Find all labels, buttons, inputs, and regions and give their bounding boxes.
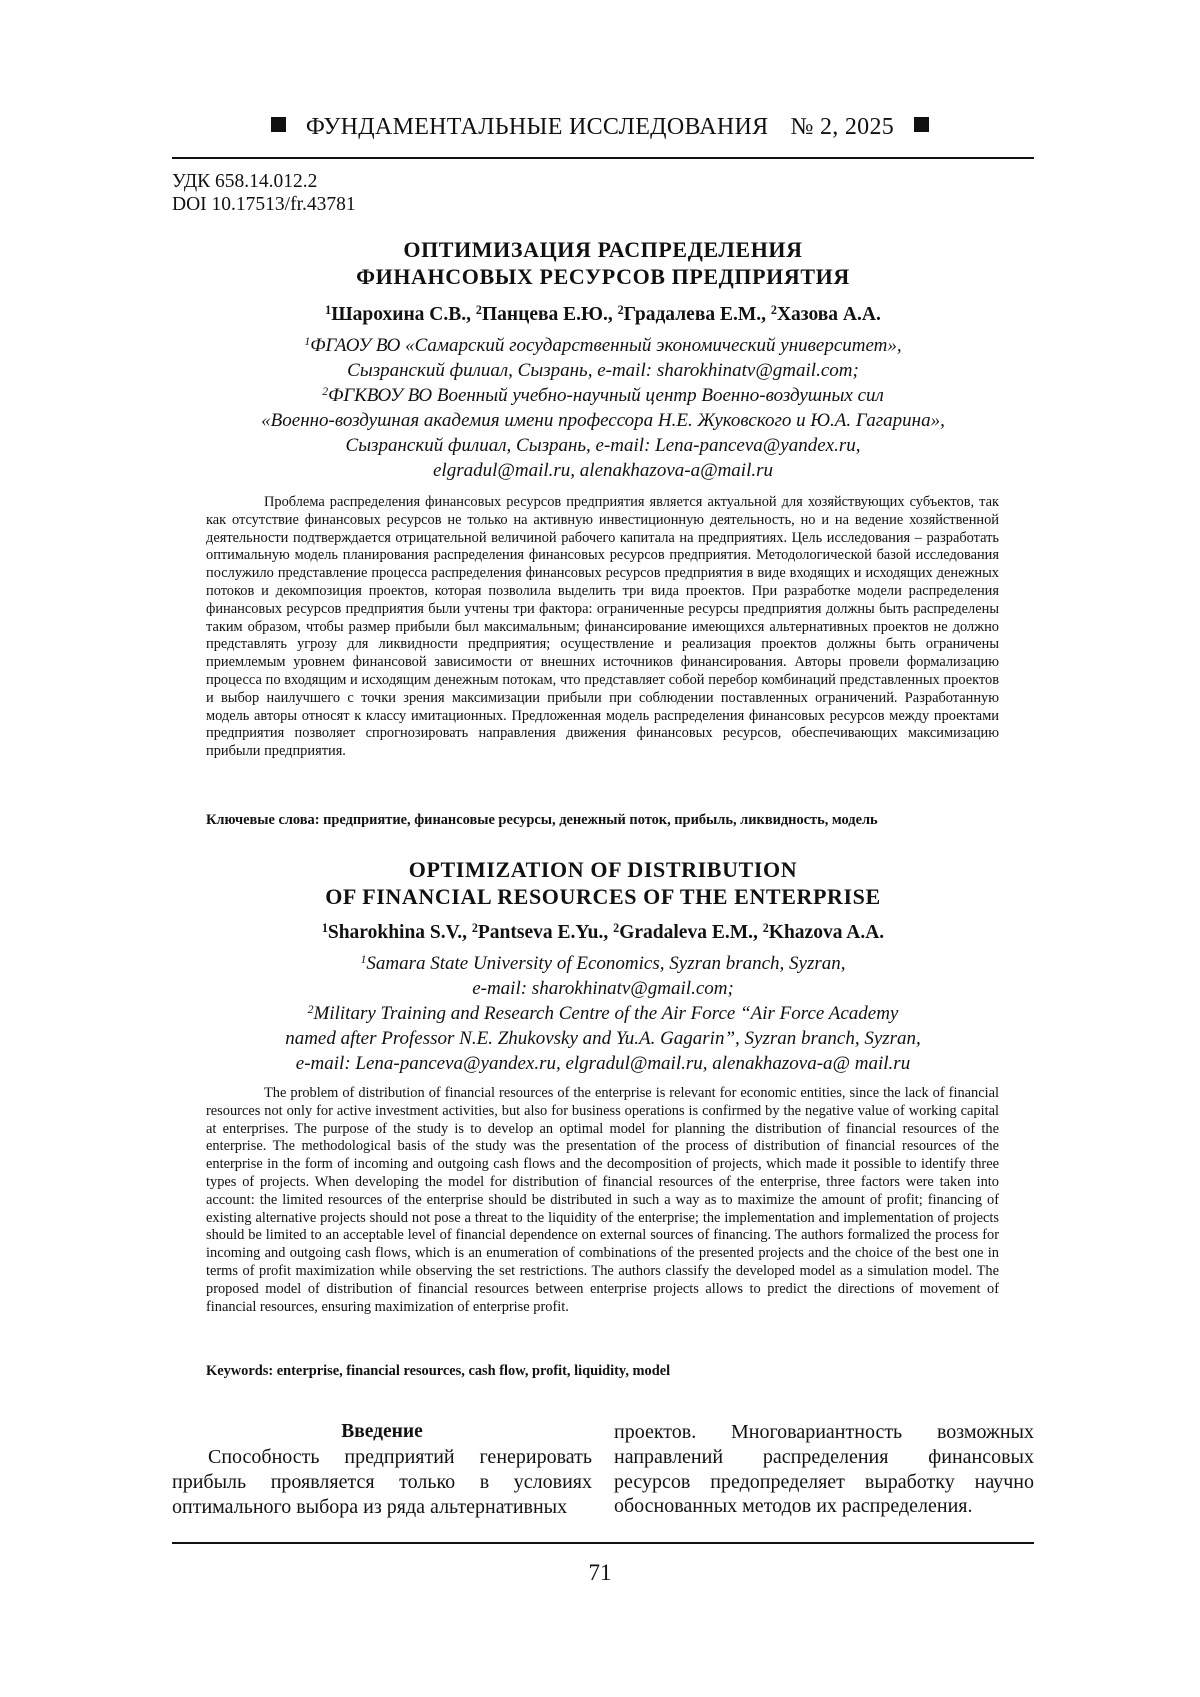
affiliations-en [172, 951, 1034, 1076]
affil-line: named after Professor N.E. Zhukovsky and Yu.A. Gagarin”, Syzran branch, Syzran, [285, 1028, 921, 1049]
affil-sup: 1 [360, 953, 367, 967]
abstract-ru: Проблема распределения финансовых ресурсов предприятия является актуальной для хозяйствующих субъектов, так как отсутствие финансовых ресурсов не только на активную инвестиционную деятельность, но и на ведение хозяйственной деятельности подтверждается отрицательной величиной рабочего капитала на предприятиях. Цель исследования – разработать оптимальную модель планирования распределения финансовых ресурсов предприятия. Методологической базой исследования послужило представление процесса распределения финансовых ресурсов предприятия в виде входящих и исходящих денежных потоков и декомпозиция проектов, которая позволила выделить три вида проектов. При разработке модели распределения финансовых ресурсов предприятия были учтены три фактора: ограниченные ресурсы предприятия должны быть распределены таким образом, чтобы размер прибыли был максимальным; финансирование имеющихся альтернативных проектов не должно представлять угрозу для ликвидности предприятия; осуществление и реализация проектов должны быть ограничены приемлемым уровнем финансовой зависимости от внешних источников финансирования. Авторы провели формализацию процесса по входящим и исходящим денежным потокам, что представляет собой перебор комбинаций представленных проектов и выбор наилучшего с точки зрения максимизации прибыли при соблюдении поставленных ограничений. Разработанную модель авторы относят к классу имитационных. Предложенная модель распределения финансовых ресурсов между проектами предприятия позволяет спрогнозировать направления движения финансовых ресурсов, обеспечивающих максимизацию прибыли предприятия. [206, 494, 999, 760]
section-heading-introduction: Введение [341, 1421, 423, 1442]
author-name: Pantseva E.Yu., [477, 922, 614, 943]
affiliations-ru [172, 333, 1034, 483]
affil-line: Сызранский филиал, Сызрань, e-mail: Lena-panceva@yandex.ru, [345, 435, 861, 456]
page-number: 71 [588, 1560, 612, 1585]
body-column-right [614, 1420, 1034, 1519]
affil-line: e-mail: Lena-panceva@yandex.ru, elgradul@mail.ru, alenakhazova-a@ mail.ru [295, 1053, 911, 1074]
author-sup: 2 [770, 302, 777, 317]
author-name: Панцева Е.Ю., [481, 304, 618, 325]
affil-sup: 2 [307, 1003, 314, 1017]
author-name: Шарохина С.В., [331, 304, 476, 325]
journal-name: ФУНДАМЕНТАЛЬНЫЕ ИССЛЕДОВАНИЯ [305, 114, 769, 140]
affil-line [172, 333, 1034, 358]
affil-line [172, 383, 1034, 408]
author-sup: 2 [762, 920, 769, 935]
square-bullet-icon [271, 117, 286, 132]
footer-rule [172, 1542, 1034, 1544]
affil-text: Military Training and Research Centre of the Air Force “Air Force Academy [313, 1003, 899, 1024]
article-meta [172, 170, 356, 216]
udk-code: УДК 658.14.012.2 [172, 171, 318, 192]
abstract-en: The problem of distribution of financial resources of the enterprise is relevant for economic entities, since the lack of financial resources not only for active investment activities, but also for business operations is confirmed by the negative value of working capital at enterprises. The purpose of the study is to develop an optimal model for planning the distribution of financial resources of the enterprise. The methodological basis of the study was the presentation of the process of distribution of financial resources of the enterprise in the form of incoming and outgoing cash flows and the decomposition of projects, which made it possible to identify three types of projects. When developing the model for distribution of financial resources of the enterprise, three factors were taken into account: the limited resources of the enterprise should be distributed in such a way as to maximize the amount of profit; financing of existing alternative projects should not pose a threat to the liquidity of the enterprise; the implementation and implementation of projects should be limited to an acceptable level of financial dependence on external sources of financing. The authors formalized the process for incoming and outgoing cash flows, which is an enumeration of combinations of the presented projects and the choice of the best one in terms of profit maximization while observing the set restrictions. The authors classify the developed model as a simulation model. The proposed model of distribution of financial resources between enterprise projects allows to predict the directions of movement of financial resources, ensuring maximization of enterprise profit. [206, 1085, 999, 1315]
authors-ru [172, 303, 1034, 327]
author-sup: 2 [475, 302, 482, 317]
title-ru-line-1: ОПТИМИЗАЦИЯ РАСПРЕДЕЛЕНИЯ [403, 237, 803, 262]
authors-en [172, 921, 1034, 945]
affil-text: ФГАОУ ВО «Самарский государственный экономический университет», [310, 335, 902, 356]
title-ru [172, 236, 1034, 290]
author-sup: 1 [321, 920, 328, 935]
author-name: Хазова А.А. [776, 304, 881, 325]
title-en-line-2: OF FINANCIAL RESOURCES OF THE ENTERPRISE [325, 884, 881, 909]
author-name: Градалева Е.М., [623, 304, 771, 325]
journal-header [0, 112, 1200, 142]
keywords-en: Keywords: enterprise, financial resources, cash flow, profit, liquidity, model [206, 1363, 671, 1379]
header-rule [172, 157, 1034, 159]
affil-line: Сызранский филиал, Сызрань, e-mail: sharokhinatv@gmail.com; [347, 360, 859, 381]
title-en-line-1: OPTIMIZATION OF DISTRIBUTION [408, 857, 798, 882]
title-en [172, 856, 1034, 910]
body-paragraph: Способность предприятий генерировать прибыль проявляется только в условиях оптимального выбора из ряда альтернативных [172, 1446, 592, 1518]
affil-line: «Военно-воздушная академия имени профессора Н.Е. Жуковского и Ю.А. Гагарина», [261, 410, 945, 431]
author-sup: 2 [613, 920, 620, 935]
affil-line: elgradul@mail.ru, alenakhazova-a@mail.ru [433, 460, 773, 481]
affil-line [172, 951, 1034, 976]
issue-number: № 2, 2025 [790, 114, 895, 140]
affil-line: e-mail: sharokhinatv@gmail.com; [472, 978, 734, 999]
affil-text: Samara State University of Economics, Syzran branch, Syzran, [366, 953, 846, 974]
author-name: Sharokhina S.V., [327, 922, 472, 943]
square-bullet-icon [914, 117, 929, 132]
doi: DOI 10.17513/fr.43781 [172, 194, 356, 215]
affil-sup: 1 [304, 335, 311, 349]
affil-text: ФГКВОУ ВО Военный учебно-научный центр Военно-воздушных сил [328, 385, 884, 406]
title-ru-line-2: ФИНАНСОВЫХ РЕСУРСОВ ПРЕДПРИЯТИЯ [356, 264, 850, 289]
affil-sup: 2 [322, 385, 329, 399]
affil-line [172, 1001, 1034, 1026]
author-name: Khazova A.A. [768, 922, 885, 943]
keywords-ru: Ключевые слова: предприятие, финансовые ресурсы, денежный поток, прибыль, ликвидность, модель [206, 812, 878, 828]
author-sup: 2 [617, 302, 624, 317]
body-paragraph: проектов. Многовариантность возможных направлений распределения финансовых ресурсов предопределяет выработку научно обоснованных методов их распределения. [614, 1421, 1034, 1518]
body-column-left [172, 1420, 592, 1519]
author-sup: 1 [325, 302, 332, 317]
author-sup: 2 [471, 920, 478, 935]
author-name: Gradaleva E.M., [619, 922, 763, 943]
